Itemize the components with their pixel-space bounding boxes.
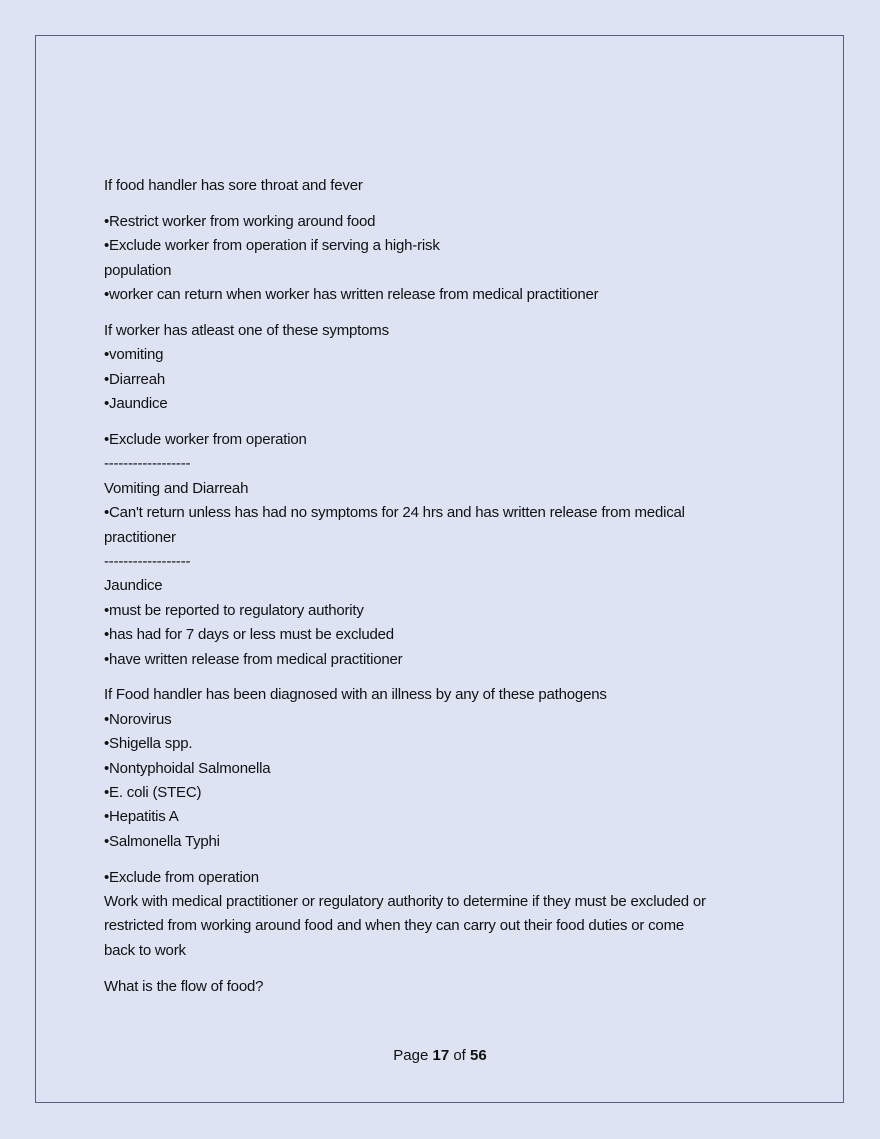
text-line: ------------------: [104, 455, 191, 473]
text-line: Jaundice: [104, 577, 163, 595]
text-line: restricted from working around food and when they can carry out their food duties or come: [104, 917, 685, 935]
text-line: Vomiting and Diarreah: [104, 479, 249, 497]
paragraph: [104, 174, 804, 198]
text-line: •has had for 7 days or less must be excluded: [104, 626, 394, 644]
text-line: ------------------: [104, 552, 191, 570]
text-line: If worker has atleast one of these symptoms: [104, 321, 389, 339]
text-line: •have written release from medical practitioner: [104, 650, 403, 668]
text-line: •Can't return unless has had no symptoms for 24 hrs and has written release from medical: [104, 504, 685, 522]
text-line: Work with medical practitioner or regulatory authority to determine if they must be excluded or: [104, 893, 706, 911]
text-line: If Food handler has been diagnosed with an illness by any of these pathogens: [104, 686, 607, 704]
paragraph: [104, 866, 804, 964]
paragraph: [104, 428, 804, 672]
text-line: •must be reported to regulatory authority: [104, 601, 364, 619]
text-line: •Exclude worker from operation if serving a high-risk: [104, 237, 440, 255]
text-line: •Nontyphoidal Salmonella: [104, 759, 271, 777]
text-line: •Jaundice: [104, 395, 168, 413]
text-line: practitioner: [104, 528, 176, 546]
text-line: •Exclude from operation: [104, 868, 259, 886]
of-label: of: [453, 1047, 466, 1064]
document-body: [104, 174, 804, 1011]
text-line: •Exclude worker from operation: [104, 431, 307, 449]
text-line: •Shigella spp.: [104, 735, 193, 753]
text-line: •Norovirus: [104, 710, 172, 728]
total-pages: 56: [470, 1047, 487, 1064]
text-line: •Diarreah: [104, 370, 165, 388]
paragraph: [104, 319, 804, 417]
page-label: Page: [393, 1047, 429, 1064]
paragraph: [104, 975, 804, 999]
text-line: •vomiting: [104, 346, 164, 364]
page-footer: [0, 1044, 880, 1068]
text-line: If food handler has sore throat and fever: [104, 177, 363, 194]
text-line: •Salmonella Typhi: [104, 832, 220, 850]
paragraph: [104, 683, 804, 854]
text-line: •E. coli (STEC): [104, 783, 202, 801]
text-line: •Hepatitis A: [104, 808, 179, 826]
text-line: back to work: [104, 941, 186, 959]
current-page: 17: [432, 1047, 450, 1064]
text-line: •Restrict worker from working around food: [104, 212, 376, 230]
text-line: What is the flow of food?: [104, 977, 264, 995]
text-line: •worker can return when worker has written release from medical practitioner: [104, 286, 599, 304]
paragraph: [104, 210, 804, 308]
text-line: population: [104, 261, 172, 279]
